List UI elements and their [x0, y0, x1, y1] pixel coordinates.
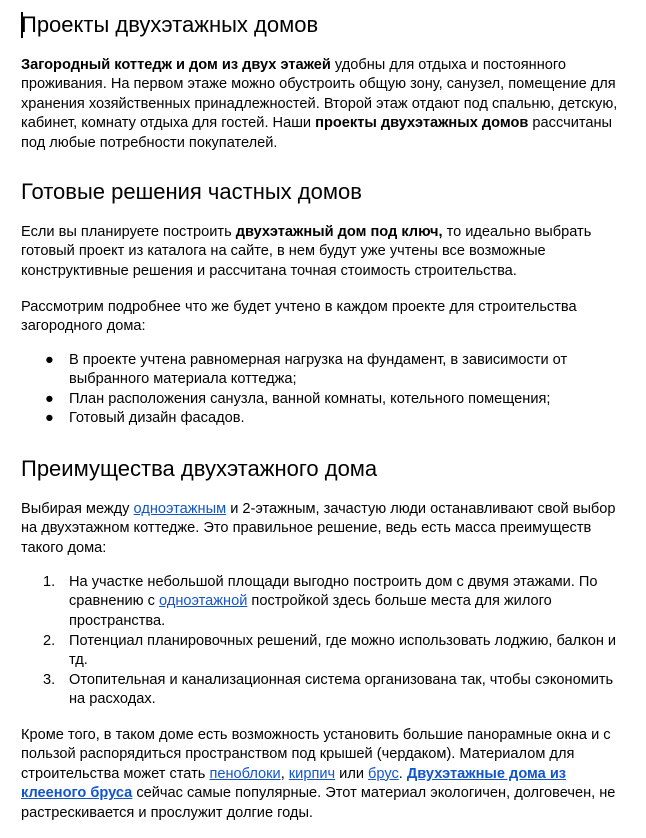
link-timber[interactable]: брус	[368, 765, 399, 782]
number-marker: 3.	[43, 672, 56, 688]
heading-ready-solutions: Готовые решения частных домов	[21, 179, 362, 204]
bullet-marker: ●	[45, 410, 54, 426]
intro-paragraph: Загородный коттедж и дом из двух этажей удобны для отдыха и постоянного проживания. На первом этаже можно обустроить общую зону, санузел, помещение для хранения хозяйственных принадлежностей. Второй этаж отдают под спальню, детскую, кабинет, комнату отдыха для гостей. Наши проекты двухэтажных домов рассчитаны под любые потребности покупателей.	[21, 57, 618, 151]
number-marker: 1.	[43, 574, 56, 590]
link-glulam-houses-cont[interactable]: клееного бруса	[21, 785, 133, 802]
document-page[interactable]: Проекты двухэтажных домов Загородный коттедж и дом из двух этажей удобны для отдыха и постоянного проживания. На первом этаже можно обустроить общую зону, санузел, помещение для хранения хозяйственных принадлежностей. Второй этаж отдают под спальню, детскую, кабинет, комнату отдыха для гостей. Наши проекты двухэтажных домов рассчитаны под любые потребности покупателей. Готовые решения частных домов Если вы планируете построить двухэтажный дом под ключ, то идеально выбрать готовый проект из каталога на сайте, в нем будут уже учтены все возможные конструктивные решения и рассчитана точная стоимость строительства. Рассмотрим подробнее что же будет учтено в каждом проекте для строительства загородного дома: ● В проекте учтена равномерная нагрузка на фундамент, в зависимости от выбранного материала коттеджа; ● План расположения санузла, ванной комнаты, котельного помещения; ● Готовый дизайн фасадов. Преимущества двухэтажного дома Выбирая между одноэтажным и 2-этажным, зачастую люди останавливают свой выбор на двухэтажном коттедже. Это правильное решение, ведь есть масса преимуществ такого дома: 1. На участке небольшой площади выгодно построить дом с двумя этажами. По сравнению с одноэтажной постройкой здесь больше места для жилого пространства. 2. Потенциал планировочных решений, где можно использовать лоджию, балкон и тд. 3. Отопительная и канализационная система организована так, чтобы сэкономить на расходах. Кроме того, в таком доме есть возможность установить большие панорамные окна и с пользой распорядиться пространством под крышей (чердаком). Материалом для строительства может стать пеноблоки, кирпич или брус. Двухэтажные дома из клееного бруса сейчас самые популярные. Этот материал экологичен, долговечен, не растрескивается и прослужит долгие годы.	[0, 0, 646, 838]
consider-paragraph: Рассмотрим подробнее что же будет учтено в каждом проекте для строительства загородного дома:	[21, 299, 577, 335]
ready-solutions-paragraph: Если вы планируете построить двухэтажный дом под ключ, то идеально выбрать готовый проект из каталога на сайте, в нем будут уже учтены все возможные конструктивные решения и рассчитана точная стоимость строительства.	[21, 224, 592, 279]
link-glulam-houses[interactable]: Двухэтажные дома из	[406, 765, 567, 782]
link-one-storey[interactable]: одноэтажным	[133, 501, 227, 517]
advantages-paragraph: Выбирая между одноэтажным и 2-этажным, зачастую люди останавливают свой выбор на двухэтажном коттедже. Это правильное решение, ведь есть масса преимуществ такого дома:	[21, 501, 616, 556]
link-one-storey-building[interactable]: одноэтажной	[159, 593, 248, 610]
materials-paragraph: Кроме того, в таком доме есть возможность установить большие панорамные окна и с пользой распорядиться пространством под крышей (чердаком). Материалом для строительства может стать пеноблоки, кирпич или брус. Двухэтажные дома из клееного бруса сейчас самые популярные. Этот материал экологичен, долговечен, не растрескивается и прослужит долгие годы.	[21, 727, 616, 821]
link-brick[interactable]: кирпич	[288, 765, 336, 782]
heading-advantages: Преимущества двухэтажного дома	[21, 456, 378, 481]
bullet-marker: ●	[45, 391, 54, 407]
heading-two-storey-projects: Проекты двухэтажных домов	[21, 12, 319, 37]
bullet-marker: ●	[45, 352, 54, 368]
link-foam-blocks[interactable]: пеноблоки	[209, 765, 281, 782]
number-marker: 2.	[43, 633, 56, 649]
